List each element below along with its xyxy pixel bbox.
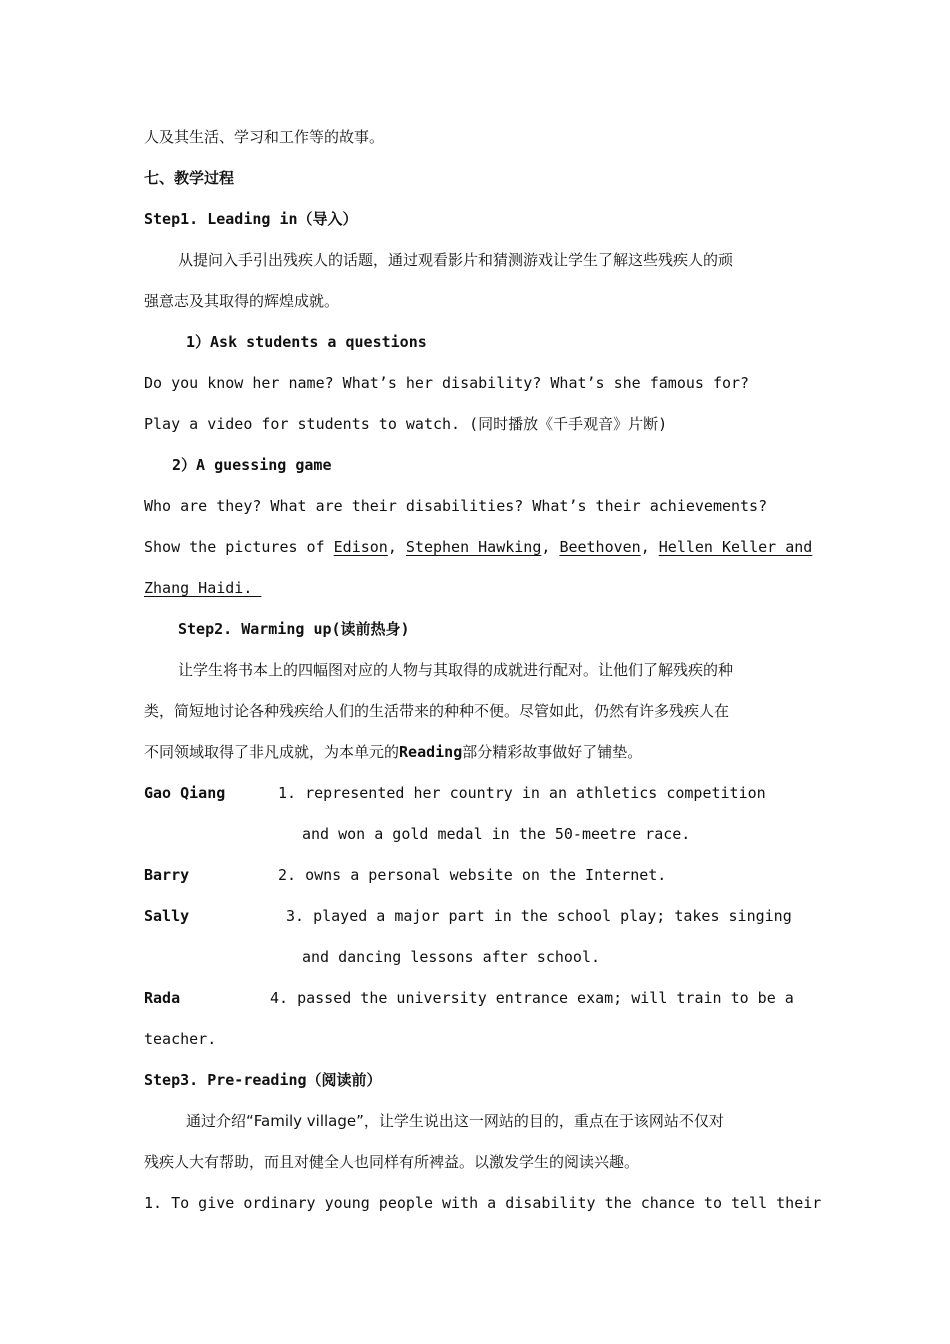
name-beethoven: Beethoven — [559, 538, 641, 556]
step2-heading: Step2. Warming up(读前热身) — [178, 620, 410, 638]
paragraph-line: 通过介绍“Family village”，让学生说出这一网站的目的，重点在于该网站不仅对 — [186, 1112, 724, 1130]
name-stephen-hawking: Stephen Hawking — [405, 538, 542, 556]
paragraph-line: 人及其生活、学习和工作等的故事。 — [144, 128, 385, 146]
match-name: Barry — [144, 866, 190, 884]
text-segment: 部分精彩故事做好了铺垫。 — [462, 743, 643, 761]
match-name: Sally — [144, 907, 190, 925]
step3-heading: Step3. Pre-reading（阅读前） — [144, 1071, 382, 1089]
reading-keyword: Reading — [399, 743, 463, 761]
match-achievement: 3. played a major part in the school play; takes singing — [286, 907, 792, 925]
match-achievement-cont: and won a gold medal in the 50-meetre race. — [302, 825, 691, 843]
separator: , — [387, 538, 406, 556]
paragraph-line: Play a video for students to watch. (同时播放《千手观音》片断) — [144, 415, 668, 433]
separator: , — [640, 538, 659, 556]
text-segment: 不同领域取得了非凡成就，为本单元的 — [144, 743, 400, 761]
paragraph-line: 强意志及其取得的辉煌成就。 — [144, 292, 340, 310]
paragraph-line: 1. To give ordinary young people with a disability the chance to tell their — [144, 1194, 822, 1212]
conjunction-and: and — [785, 538, 813, 556]
section-heading: 七、教学过程 — [144, 169, 235, 187]
paragraph-line: 从提问入手引出残疾人的话题，通过观看影片和猜测游戏让学生了解这些残疾人的顽 — [178, 251, 734, 269]
paragraph-line — [144, 742, 642, 762]
paragraph-line: 残疾人大有帮助，而且对健全人也同样有所裨益。以激发学生的阅读兴趣。 — [144, 1153, 640, 1171]
match-achievement: 2. owns a personal website on the Internet. — [278, 866, 667, 884]
name-zhang-haidi: Zhang Haidi. — [144, 579, 262, 597]
name-hellen-keller: Hellen Keller — [658, 538, 786, 556]
match-achievement: 1. represented her country in an athletics competition — [278, 784, 766, 802]
pictures-prefix: Show the pictures of — [144, 538, 334, 556]
paragraph-line: Do you know her name? What’s her disability? What’s she famous for? — [144, 374, 750, 392]
name-edison: Edison — [333, 538, 388, 556]
paragraph-line: 让学生将书本上的四幅图对应的人物与其取得的成就进行配对。让他们了解残疾的种 — [178, 661, 734, 679]
subheading-questions: 1）Ask students a questions — [186, 333, 427, 351]
separator: , — [541, 538, 560, 556]
match-achievement: 4. passed the university entrance exam; will train to be a — [270, 989, 794, 1007]
step1-heading: Step1. Leading in（导入） — [144, 210, 358, 228]
pictures-line — [144, 537, 812, 557]
match-name: Gao Qiang — [144, 784, 226, 802]
paragraph-line: 类，简短地讨论各种残疾给人们的生活带来的种种不便。尽管如此，仍然有许多残疾人在 — [144, 702, 730, 720]
paragraph-line: Who are they? What are their disabilities? What’s their achievements? — [144, 497, 768, 515]
match-name: Rada — [144, 989, 181, 1007]
subheading-guessing-game: 2）A guessing game — [172, 456, 332, 474]
match-achievement-cont: and dancing lessons after school. — [302, 948, 601, 966]
match-achievement-cont: teacher. — [144, 1030, 217, 1048]
